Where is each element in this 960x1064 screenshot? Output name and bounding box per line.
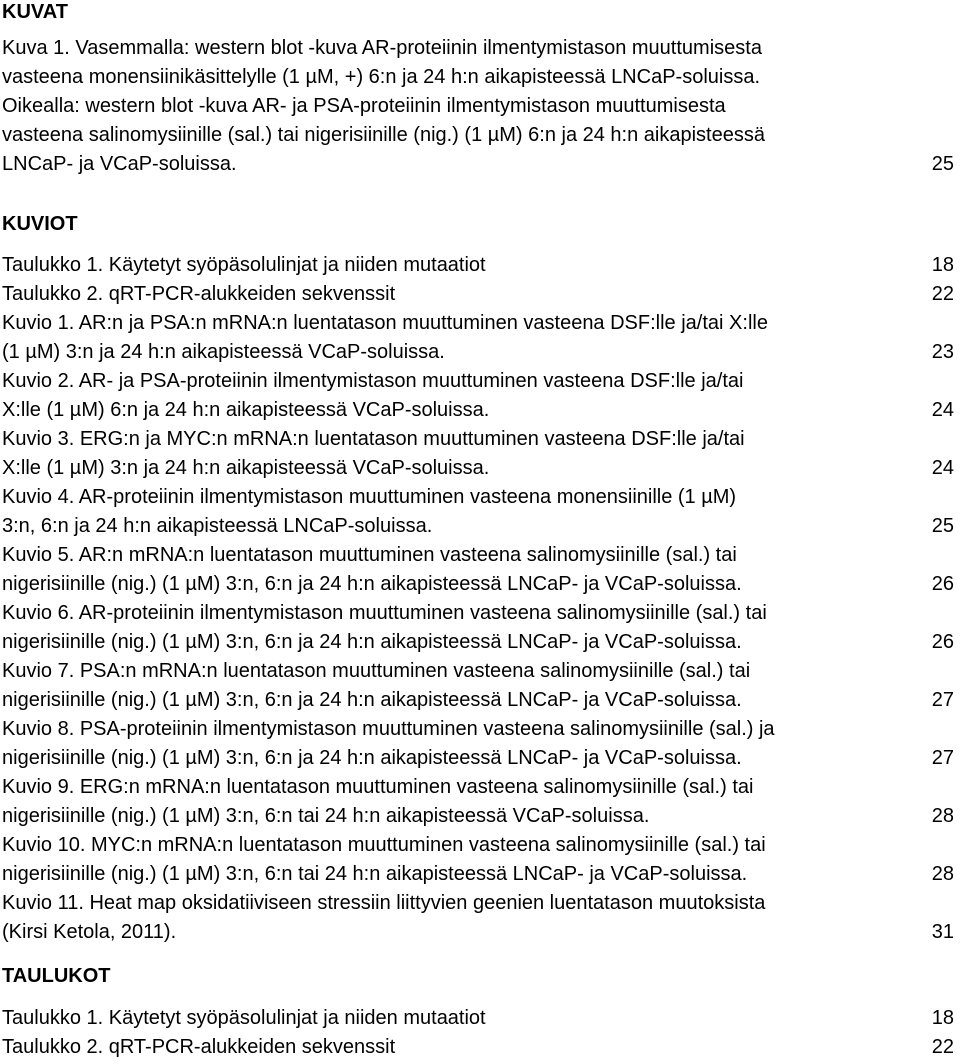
toc-entry-line [2,92,954,121]
toc-entry-text: nigerisiinille (nig.) (1 µM) 3:n, 6:n tai 24 h:n aikapisteessä VCaP-soluissa. [2,805,650,827]
toc-entry-line [2,425,954,454]
toc-entry-line [2,512,954,541]
section-heading-kuviot: KUVIOT [2,213,78,235]
toc-entry-text: nigerisiinille (nig.) (1 µM) 3:n, 6:n ja 24 h:n aikapisteessä LNCaP- ja VCaP-soluissa. [2,689,742,711]
toc-page-number: 27 [931,689,954,711]
toc-page-number: 31 [931,921,954,943]
toc-entry-text: Taulukko 2. qRT-PCR-alukkeiden sekvenssit [2,1036,396,1058]
toc-entry-line [2,860,954,889]
toc-entry-line [2,1004,954,1033]
toc-entry-line [2,63,954,92]
toc-entry [2,309,954,367]
toc-entry-line [2,454,954,483]
toc-entry-line [2,150,954,179]
toc-entry-line [2,483,954,512]
toc-entry-line [2,1033,954,1062]
toc-entry-text: Taulukko 1. Käytetyt syöpäsolulinjat ja niiden mutaatiot [2,254,486,276]
toc-entry-text: Kuva 1. Vasemmalla: western blot -kuva AR-proteiinin ilmentymistason muuttumisesta [2,37,762,59]
toc-entry-text: Oikealla: western blot -kuva AR- ja PSA-proteiinin ilmentymistason muuttumisesta [2,95,726,117]
toc-entry [2,425,954,483]
toc-entry-line [2,541,954,570]
section-heading-kuvat: KUVAT [2,1,68,23]
toc-entry-text: Kuvio 8. PSA-proteiinin ilmentymistason muuttuminen vasteena salinomysiinille (sal.) ja [2,718,775,740]
toc-entry [2,1033,954,1062]
toc-entry-text: Kuvio 9. ERG:n mRNA:n luentatason muuttuminen vasteena salinomysiinille (sal.) tai [2,776,754,798]
toc-page-number: 26 [931,573,954,595]
toc-entry-text: (Kirsi Ketola, 2011). [2,921,177,943]
toc-entry-line [2,280,954,309]
toc-entry-text: Kuvio 10. MYC:n mRNA:n luentatason muuttuminen vasteena salinomysiinille (sal.) tai [2,834,766,856]
toc-entry [2,889,954,947]
toc-entry [2,34,954,179]
toc-entry-text: nigerisiinille (nig.) (1 µM) 3:n, 6:n ja 24 h:n aikapisteessä LNCaP- ja VCaP-soluissa. [2,573,742,595]
toc-entry-line [2,570,954,599]
toc-entry-line [2,744,954,773]
toc-entry-text: Kuvio 6. AR-proteiinin ilmentymistason muuttuminen vasteena salinomysiinille (sal.) tai [2,602,767,624]
toc-entry [2,367,954,425]
toc-entry [2,251,954,280]
toc-page-number: 24 [931,457,954,479]
toc-entry-line [2,686,954,715]
toc-page-number: 25 [931,153,954,175]
toc-entry-text: Taulukko 2. qRT-PCR-alukkeiden sekvenssit [2,283,396,305]
toc-entry [2,280,954,309]
toc-page-number: 24 [931,399,954,421]
toc-entry-line [2,715,954,744]
toc-entry [2,1004,954,1033]
toc-page-number: 22 [931,1036,954,1058]
toc-entry-text: vasteena salinomysiinille (sal.) tai nigerisiinille (nig.) (1 µM) 6:n ja 24 h:n aikapisteessä [2,124,765,146]
toc-page-number: 25 [931,515,954,537]
toc-page-number: 22 [931,283,954,305]
toc-page-number: 18 [931,1007,954,1029]
toc-entry [2,541,954,599]
toc-entry [2,715,954,773]
toc-entry-line [2,34,954,63]
toc-entry-text: nigerisiinille (nig.) (1 µM) 3:n, 6:n ja 24 h:n aikapisteessä LNCaP- ja VCaP-soluissa. [2,631,742,653]
toc-entry-line [2,831,954,860]
toc-entry-text: LNCaP- ja VCaP-soluissa. [2,153,237,175]
toc-entry-text: Kuvio 3. ERG:n ja MYC:n mRNA:n luentatason muuttuminen vasteena DSF:lle ja/tai [2,428,745,450]
toc-entry-line [2,773,954,802]
toc-entry-text: Kuvio 11. Heat map oksidatiiviseen stressiin liittyvien geenien luentatason muutoksista [2,892,766,914]
toc-entry-text: nigerisiinille (nig.) (1 µM) 3:n, 6:n tai 24 h:n aikapisteessä LNCaP- ja VCaP-soluissa. [2,863,748,885]
toc-entry-text: Taulukko 1. Käytetyt syöpäsolulinjat ja niiden mutaatiot [2,1007,486,1029]
toc-page-number: 18 [931,254,954,276]
toc-entry [2,599,954,657]
toc-entry-line [2,918,954,947]
toc-entry [2,773,954,831]
toc-entry-line [2,802,954,831]
toc-entry-line [2,396,954,425]
toc-page-number: 26 [931,631,954,653]
toc-entry-line [2,657,954,686]
toc-entry-line [2,338,954,367]
toc-entry-text: X:lle (1 µM) 3:n ja 24 h:n aikapisteessä VCaP-soluissa. [2,457,490,479]
toc-entry [2,657,954,715]
toc-entry-line [2,367,954,396]
toc-page-number: 27 [931,747,954,769]
toc-entry-text: (1 µM) 3:n ja 24 h:n aikapisteessä VCaP-soluissa. [2,341,445,363]
toc-entry-line [2,121,954,150]
toc-entry-text: Kuvio 7. PSA:n mRNA:n luentatason muuttuminen vasteena salinomysiinille (sal.) tai [2,660,751,682]
toc-entry-line [2,628,954,657]
toc-entry-text: Kuvio 2. AR- ja PSA-proteiinin ilmentymistason muuttuminen vasteena DSF:lle ja/tai [2,370,744,392]
toc-entry-text: Kuvio 5. AR:n mRNA:n luentatason muuttuminen vasteena salinomysiinille (sal.) tai [2,544,737,566]
toc-page-number: 28 [931,863,954,885]
section-heading-taulukot: TAULUKOT [2,965,111,987]
toc-entry-text: Kuvio 1. AR:n ja PSA:n mRNA:n luentatason muuttuminen vasteena DSF:lle ja/tai X:lle [2,312,768,334]
toc-page-number: 23 [931,341,954,363]
toc-entry-text: X:lle (1 µM) 6:n ja 24 h:n aikapisteessä VCaP-soluissa. [2,399,490,421]
toc-entry [2,483,954,541]
toc-entry-text: 3:n, 6:n ja 24 h:n aikapisteessä LNCaP-soluissa. [2,515,433,537]
toc-entry-line [2,599,954,628]
toc-entry-text: vasteena monensiinikäsittelylle (1 µM, +) 6:n ja 24 h:n aikapisteessä LNCaP-soluissa. [2,66,761,88]
toc-entry-line [2,251,954,280]
toc-entry-line [2,889,954,918]
toc-entry [2,831,954,889]
toc-entry-text: Kuvio 4. AR-proteiinin ilmentymistason muuttuminen vasteena monensiinille (1 µM) [2,486,737,508]
toc-page-number: 28 [931,805,954,827]
toc-entry-text: nigerisiinille (nig.) (1 µM) 3:n, 6:n ja 24 h:n aikapisteessä LNCaP- ja VCaP-soluissa. [2,747,742,769]
toc-entry-line [2,309,954,338]
